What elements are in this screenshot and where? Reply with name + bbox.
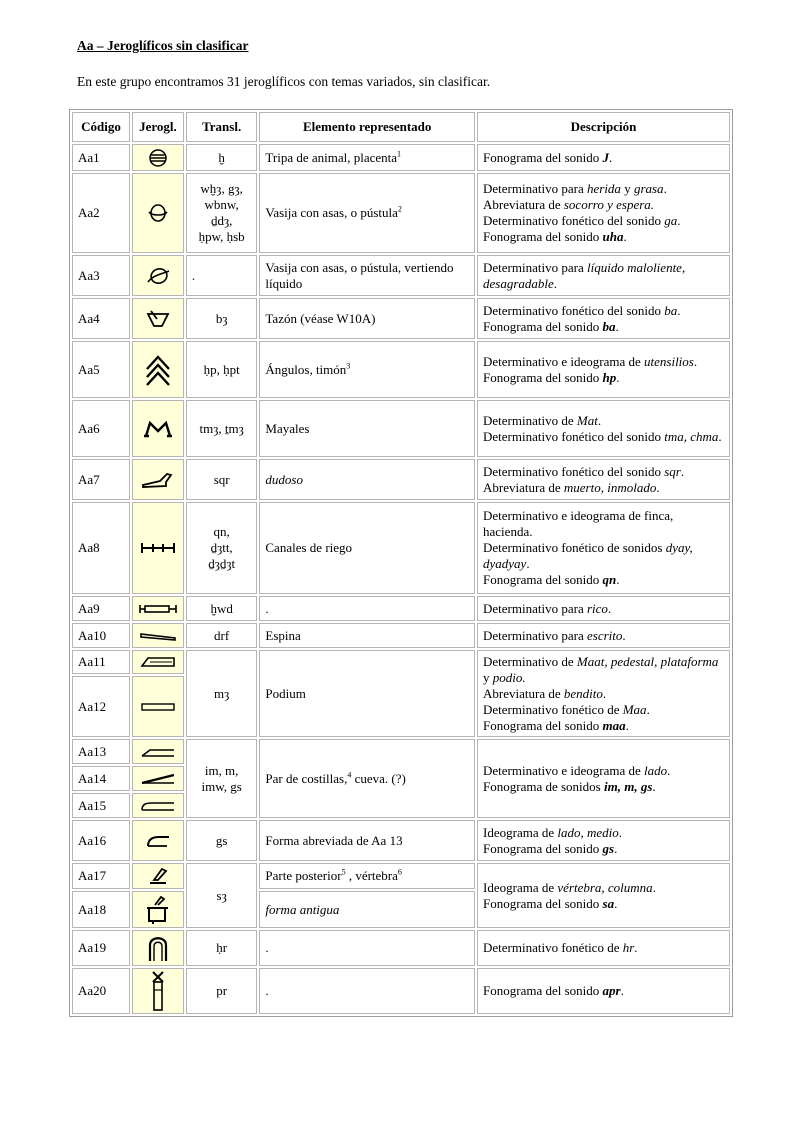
- code-cell: Aa19: [72, 930, 130, 966]
- description-cell: Ideograma de vértebra, columna. Fonograma del sonido sa.: [477, 863, 730, 928]
- aa18-glyph-icon: [132, 891, 184, 928]
- aa16-glyph-icon: [132, 820, 184, 861]
- intro-text: En este grupo encontramos 31 jeroglíficos con temas variados, sin clasificar.: [77, 74, 491, 89]
- code-cell: Aa3: [72, 255, 130, 296]
- element-cell: Espina: [259, 623, 475, 648]
- table-row: [72, 144, 730, 171]
- aa20-glyph-icon: [132, 968, 184, 1014]
- page-title: Aa – Jeroglíficos sin clasificar: [77, 38, 249, 53]
- description-cell: Fonograma del sonido apr.: [477, 968, 730, 1014]
- code-cell: Aa8: [72, 502, 130, 594]
- translit-cell: ḥp, ḥpt: [186, 341, 258, 398]
- description-cell: Determinativo e ideograma de lado. Fonograma de sonidos im, m, gs.: [477, 739, 730, 818]
- element-cell: Vasija con asas, o pústula$^2$: [259, 173, 475, 253]
- code-cell: Aa18: [72, 891, 130, 928]
- translit-cell: im, m, imw, gs: [186, 739, 258, 818]
- table-row: [72, 820, 730, 861]
- element-cell: .: [259, 596, 475, 621]
- aa17-glyph-icon: [132, 863, 184, 889]
- description-cell: Determinativo de Maat, pedestal, plataforma y podio. Abreviatura de bendito. Determinativo fonético de Maa. Fonograma del sonido maa.: [477, 650, 730, 737]
- table-row: [72, 650, 730, 674]
- code-cell: Aa4: [72, 298, 130, 339]
- code-cell: Aa13: [72, 739, 130, 764]
- aa7-glyph-icon: [132, 459, 184, 500]
- code-cell: Aa12: [72, 676, 130, 737]
- element-cell: Parte posterior$^5$ , vértebra$^6$: [259, 863, 475, 889]
- translit-cell: mȝ: [186, 650, 258, 737]
- translit-cell: ḫwd: [186, 596, 258, 621]
- aa19-glyph-icon: [132, 930, 184, 966]
- table-row: [72, 623, 730, 648]
- header-code: Código: [72, 112, 130, 142]
- aa10-glyph-icon: [132, 623, 184, 648]
- table-row: [72, 968, 730, 1014]
- element-cell: Par de costillas,$^4$ cueva. (?): [259, 739, 475, 818]
- translit-cell: bȝ: [186, 298, 258, 339]
- code-cell: Aa5: [72, 341, 130, 398]
- translit-cell: wḫȝ, gȝ, wbnw, ḏdȝ, ḥpw, ḥsb: [186, 173, 258, 253]
- code-cell: Aa1: [72, 144, 130, 171]
- element-cell: Tazón (véase W10A): [259, 298, 475, 339]
- table-row: [72, 930, 730, 966]
- translit-cell: sȝ: [186, 863, 258, 928]
- description-cell: Determinativo fonético del sonido ba. Fonograma del sonido ba.: [477, 298, 730, 339]
- aa1-glyph-icon: [132, 144, 184, 171]
- element-cell: forma antigua: [259, 891, 475, 928]
- translit-cell: sqr: [186, 459, 258, 500]
- description-cell: Determinativo de Mat. Determinativo fonético del sonido tma, chma.: [477, 400, 730, 457]
- header-translit: Transl.: [186, 112, 258, 142]
- code-cell: Aa20: [72, 968, 130, 1014]
- aa6-glyph-icon: [132, 400, 184, 457]
- description-cell: Determinativo para rico.: [477, 596, 730, 621]
- table-row: [72, 298, 730, 339]
- table-row: [72, 502, 730, 594]
- element-cell: Tripa de animal, placenta$^1$: [259, 144, 475, 171]
- description-cell: Determinativo e ideograma de finca, hacienda. Determinativo fonético de sonidos dyay, dyadyay. Fonograma del sonido qn.: [477, 502, 730, 594]
- code-cell: Aa7: [72, 459, 130, 500]
- table-row: [72, 739, 730, 764]
- aa2-glyph-icon: [132, 173, 184, 253]
- translit-cell: ḫ: [186, 144, 258, 171]
- table-row: [72, 863, 730, 889]
- aa8-glyph-icon: [132, 502, 184, 594]
- code-cell: Aa15: [72, 793, 130, 818]
- element-cell: .: [259, 968, 475, 1014]
- element-cell: dudoso: [259, 459, 475, 500]
- translit-cell: tmȝ, ṯmȝ: [186, 400, 258, 457]
- aa12-glyph-icon: [132, 676, 184, 737]
- header-element: Elemento representado: [259, 112, 475, 142]
- translit-cell: gs: [186, 820, 258, 861]
- description-cell: Determinativo fonético de hr.: [477, 930, 730, 966]
- translit-cell: .: [186, 255, 258, 296]
- element-cell: Ángulos, timón$^3$: [259, 341, 475, 398]
- description-cell: Ideograma de lado, medio. Fonograma del sonido gs.: [477, 820, 730, 861]
- table-row: [72, 173, 730, 253]
- table-row: [72, 459, 730, 500]
- code-cell: Aa14: [72, 766, 130, 791]
- element-cell: Forma abreviada de Aa 13: [259, 820, 475, 861]
- aa9-glyph-icon: [132, 596, 184, 621]
- header-glyph: Jerogl.: [132, 112, 184, 142]
- code-cell: Aa9: [72, 596, 130, 621]
- translit-cell: ḥr: [186, 930, 258, 966]
- translit-cell: drf: [186, 623, 258, 648]
- element-cell: Mayales: [259, 400, 475, 457]
- aa13-glyph-icon: [132, 739, 184, 764]
- code-cell: Aa17: [72, 863, 130, 889]
- element-cell: .: [259, 930, 475, 966]
- element-cell: Vasija con asas, o pústula, vertiendo líquido: [259, 255, 475, 296]
- aa11-glyph-icon: [132, 650, 184, 674]
- description-cell: Determinativo para herida y grasa. Abreviatura de socorro y espera. Determinativo fonético del sonido ga. Fonograma del sonido uha.: [477, 173, 730, 253]
- code-cell: Aa16: [72, 820, 130, 861]
- aa15-glyph-icon: [132, 793, 184, 818]
- element-cell: Podium: [259, 650, 475, 737]
- table-row: [72, 255, 730, 296]
- element-cell: Canales de riego: [259, 502, 475, 594]
- aa3-glyph-icon: [132, 255, 184, 296]
- table-row: [72, 596, 730, 621]
- table-row: [72, 400, 730, 457]
- description-cell: Determinativo para escrito.: [477, 623, 730, 648]
- code-cell: Aa10: [72, 623, 130, 648]
- code-cell: Aa11: [72, 650, 130, 674]
- description-cell: Fonograma del sonido J.: [477, 144, 730, 171]
- code-cell: Aa6: [72, 400, 130, 457]
- table-row: [72, 341, 730, 398]
- translit-cell: pr: [186, 968, 258, 1014]
- translit-cell: qn, ḏȝtt, ḏȝḏȝt: [186, 502, 258, 594]
- aa14-glyph-icon: [132, 766, 184, 791]
- aa5-glyph-icon: [132, 341, 184, 398]
- aa4-glyph-icon: [132, 298, 184, 339]
- description-cell: Determinativo fonético del sonido sqr. Abreviatura de muerto, inmolado.: [477, 459, 730, 500]
- description-cell: Determinativo e ideograma de utensilios. Fonograma del sonido hp.: [477, 341, 730, 398]
- description-cell: Determinativo para líquido maloliente, desagradable.: [477, 255, 730, 296]
- code-cell: Aa2: [72, 173, 130, 253]
- header-row: [72, 112, 730, 142]
- header-description: Descripción: [477, 112, 730, 142]
- hieroglyph-table: [69, 109, 733, 1017]
